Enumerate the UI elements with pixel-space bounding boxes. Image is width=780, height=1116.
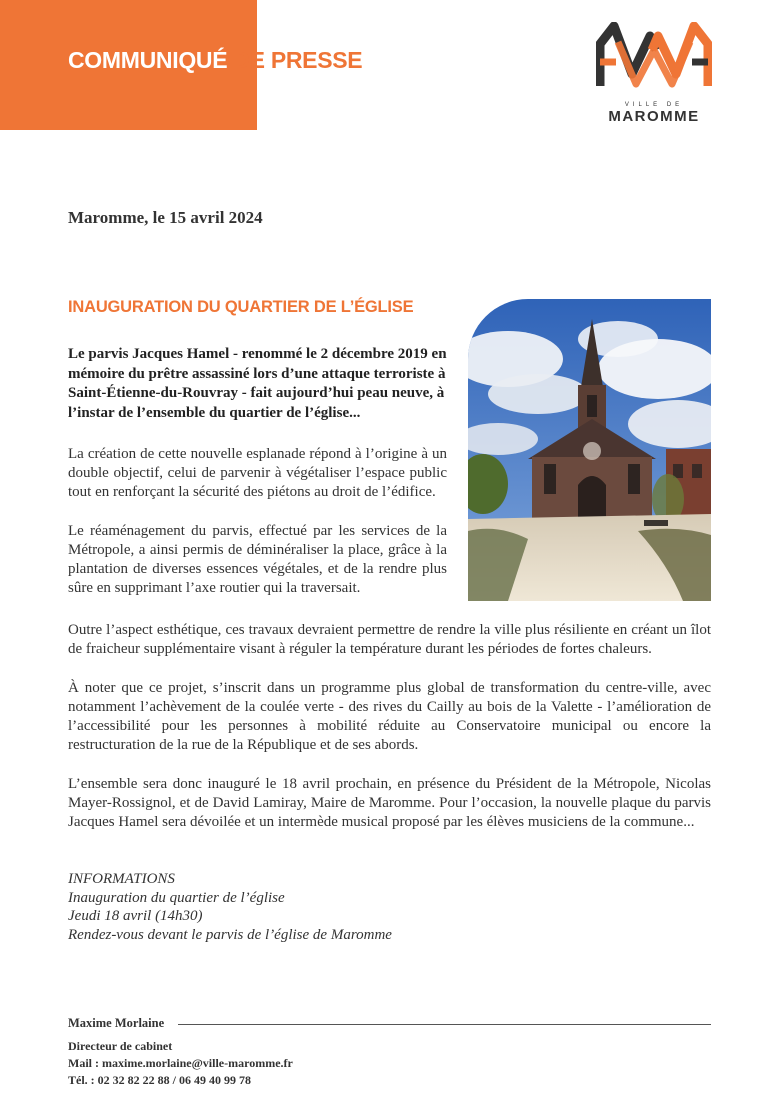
maromme-logo	[596, 22, 712, 124]
body-paragraph-3: Outre l’aspect esthétique, ces travaux devraient permettre de rendre la ville plus résiliente en créant un îlot de fraicheur supplémentaire visant à réguler la température durant les périodes de fortes chaleurs.	[68, 622, 711, 657]
info-event-date: Jeudi 18 avril (14h30)	[68, 908, 203, 924]
heading-part-orange: DE PRESSE	[233, 47, 363, 73]
logo-monogram-icon	[596, 22, 712, 102]
press-release-heading	[68, 49, 362, 72]
signature-divider	[178, 1024, 711, 1025]
body-paragraph-4: À noter que ce projet, s’inscrit dans un programme plus global de transformation du centre-ville, avec notamment l’achèvement de la coulée verte - des rives du Cailly au bois de la Valette - l’amélioration de l’accessibilité pour les personnes à mobilité réduite au Conservatoire municipal ou encore la restructuration de la rue de la République et de ses abords.	[68, 680, 711, 753]
body-paragraph-5: L’ensemble sera donc inauguré le 18 avril prochain, en présence du Président de la Métropole, Nicolas Mayer-Rossignol, et de David Lamiray, Maire de Maromme. Pour l’occasion, la nouvelle plaque du parvis Jacques Hamel sera dévoilée et un intermède musical proposé par les élèves musiciens de la commune...	[68, 776, 711, 830]
church-photo	[468, 299, 711, 601]
contact-email[interactable]: Mail : maxime.morlaine@ville-maromme.fr	[68, 1056, 293, 1070]
lead-paragraph: Le parvis Jacques Hamel - renommé le 2 décembre 2019 en mémoire du prêtre assassiné lors d’une attaque terroriste à Saint-Étienne-du-Rouvray - fait aujourd’hui peau neuve, à l’instar de l’ensemble du quartier de l’église...	[68, 346, 447, 421]
event-information	[68, 870, 392, 944]
dateline: Maromme, le 15 avril 2024	[68, 208, 263, 227]
info-event-name: Inauguration du quartier de l’église	[68, 889, 285, 906]
article-title: INAUGURATION DU QUARTIER DE L’ÉGLISE	[68, 298, 414, 316]
contact-phone[interactable]: Tél. : 02 32 82 22 88 / 06 49 40 99 78	[68, 1073, 251, 1087]
body-paragraph-1: La création de cette nouvelle esplanade répond à l’origine à un double objectif, celui de parvenir à végétaliser l’espace public tout en renforçant la sécurité des piétons au droit de l’édifice.	[68, 446, 447, 500]
info-heading: INFORMATIONS	[68, 871, 175, 887]
info-event-location: Rendez-vous devant le parvis de l’église de Maromme	[68, 926, 392, 943]
contact-role: Directeur de cabinet	[68, 1039, 173, 1053]
contact-name: Maxime Morlaine	[68, 1016, 165, 1030]
logo-town-name: MAROMME	[608, 108, 700, 125]
body-paragraph-2: Le réaménagement du parvis, effectué par les services de la Métropole, a ainsi permis de déminéraliser la place, grâce à la plantation de diverses essences végétales, et de la rendre plus sûre en supprimant l’axe routier qui la traversait.	[68, 523, 447, 596]
logo-ville-de: VILLE DE	[624, 102, 684, 108]
heading-part-white: COMMUNIQUÉ	[68, 47, 228, 73]
